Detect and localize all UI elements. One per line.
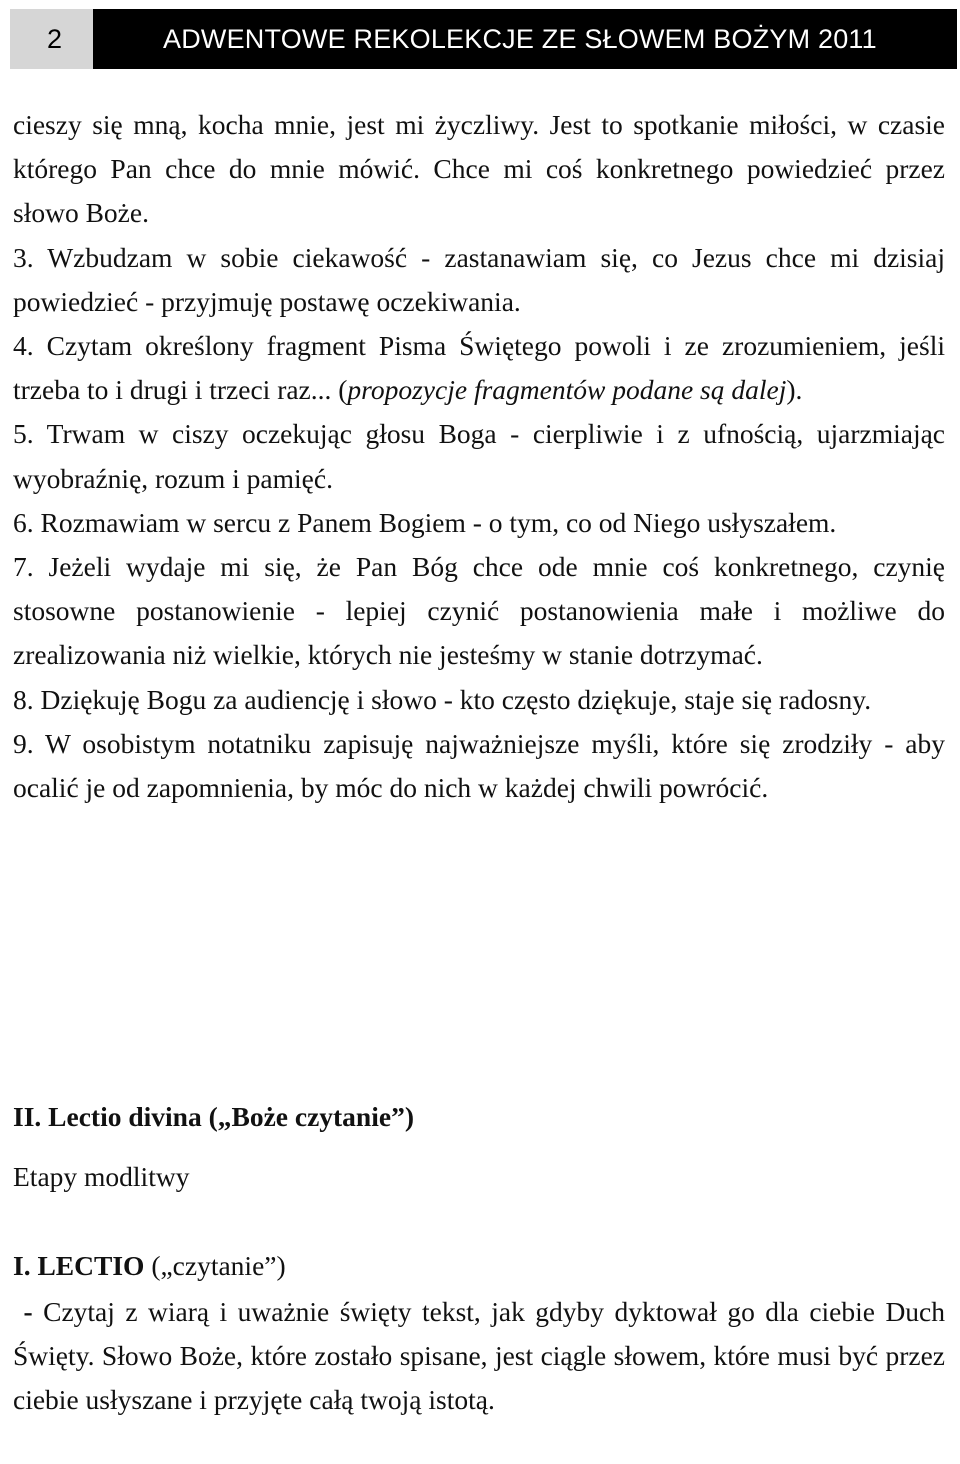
lectio-heading (13, 1244, 286, 1288)
lectio-heading-rest: („czytanie”) (144, 1250, 286, 1281)
lectio-dash: - (23, 1296, 33, 1327)
paragraph-step-3: 3. Wzbudzam w sobie ciekawość - zastanawiam się, co Jezus chce mi dzisiaj powiedzieć - przyjmuję postawę oczekiwania. (13, 241, 945, 317)
section-heading: II. Lectio divina („Boże czytanie”) (13, 1101, 414, 1132)
lectio-paragraph (13, 1290, 945, 1423)
section-subheading: Etapy modlitwy (13, 1161, 190, 1192)
page-number: 2 (10, 9, 93, 69)
step-4-end: ). (786, 374, 803, 406)
paragraph-step-7: 7. Jeżeli wydaje mi się, że Pan Bóg chce ode mnie coś konkretnego, czynię stosowne postanowienie - lepiej czynić postanowienia małe i możliwe do zrealizowania niż wielkie, których nie jesteśmy w stanie dotrzymać. (13, 551, 945, 671)
lectio-text: Czytaj z wiarą i uważnie święty tekst, jak gdyby dyktował go dla ciebie Duch Święty. Słowo Boże, które zostało spisane, jest ciągle słowem, które musi być przez ciebie usłyszane i przyjęte całą twoją istotą. (13, 1296, 946, 1416)
step-4-italic-note: propozycje fragmentów podane są dalej (347, 374, 787, 406)
step-4-text: 4. Czytam określony fragment Pisma Świętego powoli i ze zrozumieniem, jeśli trzeba to i drugi i trzeci raz... ( (13, 330, 945, 406)
body-text (13, 103, 945, 810)
paragraph-step-6: 6. Rozmawiam w sercu z Panem Bogiem - o tym, co od Niego usłyszałem. (13, 506, 837, 538)
lectio-heading-bold: I. LECTIO (13, 1250, 145, 1281)
running-title: ADWENTOWE REKOLEKCJE ZE SŁOWEM BOŻYM 2011 (93, 9, 957, 69)
page-header (10, 9, 957, 69)
paragraph-step-8: 8. Dziękuję Bogu za audiencję i słowo - kto często dziękuje, staje się radosny. (13, 683, 872, 715)
paragraph-step-4 (13, 324, 945, 412)
paragraph-intro: cieszy się mną, kocha mnie, jest mi życzliwy. Jest to spotkanie miłości, w czasie którego Pan chce do mnie mówić. Chce mi coś konkretnego powiedzieć przez słowo Boże. (13, 109, 945, 229)
paragraph-step-9: 9. W osobistym notatniku zapisuję najważniejsze myśli, które się zrodziły - aby ocalić je od zapomnienia, by móc do nich w każdej chwili powrócić. (13, 727, 945, 804)
paragraph-step-5: 5. Trwam w ciszy oczekując głosu Boga - cierpliwie i z ufnością, ujarzmiając wyobraźnię, rozum i pamięć. (13, 418, 945, 494)
